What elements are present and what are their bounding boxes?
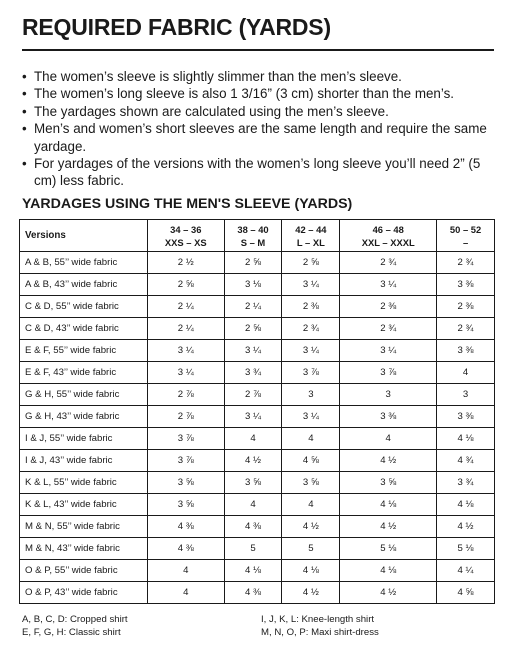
version-cell: A & B, 55’’ wide fabric bbox=[20, 252, 148, 274]
yardage-table bbox=[19, 219, 495, 604]
yardage-cell: 5 ⅛ bbox=[340, 538, 437, 560]
yardage-cell: 3 ⅝ bbox=[148, 494, 225, 516]
table-row bbox=[20, 362, 495, 384]
yardage-cell: 2 ⅝ bbox=[224, 318, 282, 340]
table-row bbox=[20, 428, 495, 450]
note-item: • For yardages of the versions with the women’s long sleeve you’ll need 2” (5 cm) less fabric. bbox=[22, 155, 500, 190]
note-item: • The women’s sleeve is slightly slimmer than the men’s sleeve. bbox=[22, 68, 500, 85]
title-underline bbox=[22, 49, 494, 51]
note-item: • The women’s long sleeve is also 1 3/16” (3 cm) shorter than the men’s. bbox=[22, 85, 500, 102]
size-header bbox=[282, 220, 340, 252]
version-cell: K & L, 43’’ wide fabric bbox=[20, 494, 148, 516]
yardage-cell: 3 ⅜ bbox=[437, 406, 495, 428]
yardage-cell: 2 ⅝ bbox=[224, 252, 282, 274]
yardage-cell: 4 ⅜ bbox=[148, 516, 225, 538]
yardage-cell: 3 ⅝ bbox=[340, 472, 437, 494]
yardage-cell: 5 ⅛ bbox=[437, 538, 495, 560]
version-cell: A & B, 43’’ wide fabric bbox=[20, 274, 148, 296]
yardage-cell: 4 ⅝ bbox=[437, 582, 495, 604]
version-cell: G & H, 43’’ wide fabric bbox=[20, 406, 148, 428]
yardage-cell: 3 ¼ bbox=[282, 406, 340, 428]
size-header bbox=[437, 220, 495, 252]
version-cell: M & N, 43’’ wide fabric bbox=[20, 538, 148, 560]
version-cell: E & F, 55’’ wide fabric bbox=[20, 340, 148, 362]
yardage-cell: 5 bbox=[224, 538, 282, 560]
yardage-cell: 5 bbox=[282, 538, 340, 560]
yardage-cell: 2 ¾ bbox=[437, 252, 495, 274]
page-title: REQUIRED FABRIC (YARDS) bbox=[22, 14, 331, 40]
yardage-cell: 3 ⅜ bbox=[437, 274, 495, 296]
version-cell: C & D, 43’’ wide fabric bbox=[20, 318, 148, 340]
yardage-cell: 2 ⅜ bbox=[340, 296, 437, 318]
yardage-cell: 2 ⅝ bbox=[148, 274, 225, 296]
table-row bbox=[20, 384, 495, 406]
size-letters: XXS – XS bbox=[164, 236, 207, 248]
yardage-cell: 2 ¼ bbox=[148, 296, 225, 318]
table-header-row bbox=[20, 220, 495, 252]
yardage-cell: 4 ¾ bbox=[437, 450, 495, 472]
yardage-cell: 3 ⅝ bbox=[282, 472, 340, 494]
yardage-cell: 3 ⅛ bbox=[224, 274, 282, 296]
table-row bbox=[20, 560, 495, 582]
yardage-cell: 4 ⅛ bbox=[437, 494, 495, 516]
table-title: YARDAGES USING THE MEN'S SLEEVE (YARDS) bbox=[22, 196, 353, 212]
yardage-cell: 4 ⅜ bbox=[148, 538, 225, 560]
yardage-cell: 4 ⅛ bbox=[340, 494, 437, 516]
version-cell: K & L, 55’’ wide fabric bbox=[20, 472, 148, 494]
yardage-cell: 3 ⅜ bbox=[340, 406, 437, 428]
yardage-cell: 2 ¼ bbox=[224, 296, 282, 318]
legend-left bbox=[22, 614, 128, 639]
yardage-cell: 3 ⅞ bbox=[148, 450, 225, 472]
notes-list bbox=[22, 68, 500, 190]
version-cell: M & N, 55’’ wide fabric bbox=[20, 516, 148, 538]
size-header bbox=[148, 220, 225, 252]
yardage-cell: 3 ¼ bbox=[224, 406, 282, 428]
size-letters: – bbox=[462, 236, 469, 248]
yardage-cell: 4 ½ bbox=[224, 450, 282, 472]
yardage-cell: 3 ¼ bbox=[282, 274, 340, 296]
table-row bbox=[20, 318, 495, 340]
legend-item: M, N, O, P: Maxi shirt-dress bbox=[261, 626, 379, 638]
table-row bbox=[20, 296, 495, 318]
table-row bbox=[20, 538, 495, 560]
yardage-cell: 2 ¾ bbox=[340, 252, 437, 274]
yardage-cell: 3 bbox=[437, 384, 495, 406]
yardage-cell: 3 ⅝ bbox=[148, 472, 225, 494]
version-cell: C & D, 55’’ wide fabric bbox=[20, 296, 148, 318]
note-item: • Men’s and women’s short sleeves are the same length and require the same yardage. bbox=[22, 120, 500, 155]
legend-right bbox=[261, 614, 379, 639]
yardage-cell: 4 ½ bbox=[340, 582, 437, 604]
version-cell: G & H, 55’’ wide fabric bbox=[20, 384, 148, 406]
yardage-cell: 4 bbox=[224, 428, 282, 450]
size-range: 34 – 36 bbox=[170, 223, 202, 235]
yardage-cell: 4 ½ bbox=[282, 582, 340, 604]
yardage-cell: 2 ⅝ bbox=[282, 252, 340, 274]
yardage-cell: 2 ⅞ bbox=[148, 406, 225, 428]
size-letters: L – XL bbox=[296, 236, 325, 248]
table-row bbox=[20, 340, 495, 362]
yardage-cell: 3 ⅞ bbox=[282, 362, 340, 384]
yardage-cell: 4 ⅜ bbox=[224, 516, 282, 538]
yardage-cell: 2 ⅞ bbox=[148, 384, 225, 406]
size-range: 46 – 48 bbox=[372, 223, 404, 235]
table-row bbox=[20, 450, 495, 472]
note-item: • The yardages shown are calculated using the men’s sleeve. bbox=[22, 103, 500, 120]
yardage-cell: 4 ½ bbox=[340, 450, 437, 472]
yardage-cell: 3 ¼ bbox=[148, 340, 225, 362]
size-range: 42 – 44 bbox=[295, 223, 327, 235]
yardage-cell: 3 ¼ bbox=[340, 274, 437, 296]
yardage-cell: 4 ⅛ bbox=[224, 560, 282, 582]
versions-header: Versions bbox=[20, 220, 148, 252]
table-row bbox=[20, 274, 495, 296]
yardage-cell: 4 bbox=[148, 582, 225, 604]
yardage-cell: 2 ⅜ bbox=[437, 296, 495, 318]
yardage-cell: 4 ¼ bbox=[437, 560, 495, 582]
yardage-cell: 2 ½ bbox=[148, 252, 225, 274]
table-row bbox=[20, 406, 495, 428]
yardage-cell: 4 ⅛ bbox=[340, 560, 437, 582]
yardage-cell: 4 bbox=[224, 494, 282, 516]
yardage-cell: 3 bbox=[282, 384, 340, 406]
table-row bbox=[20, 516, 495, 538]
yardage-cell: 2 ¾ bbox=[282, 318, 340, 340]
yardage-cell: 2 ¾ bbox=[437, 318, 495, 340]
yardage-cell: 4 bbox=[340, 428, 437, 450]
yardage-cell: 4 bbox=[282, 428, 340, 450]
legend-item: I, J, K, L: Knee-length shirt bbox=[261, 614, 375, 625]
yardage-cell: 4 ½ bbox=[437, 516, 495, 538]
yardage-cell: 4 ⅛ bbox=[282, 560, 340, 582]
yardage-cell: 4 bbox=[148, 560, 225, 582]
table-row bbox=[20, 472, 495, 494]
yardage-cell: 3 ¼ bbox=[224, 340, 282, 362]
version-cell: I & J, 55’’ wide fabric bbox=[20, 428, 148, 450]
size-header bbox=[340, 220, 437, 252]
yardage-cell: 3 ¾ bbox=[224, 362, 282, 384]
yardage-cell: 3 ¾ bbox=[437, 472, 495, 494]
version-cell: O & P, 43’’ wide fabric bbox=[20, 582, 148, 604]
size-range: 38 – 40 bbox=[237, 223, 269, 235]
yardage-cell: 3 ¼ bbox=[148, 362, 225, 384]
yardage-cell: 3 ¼ bbox=[282, 340, 340, 362]
yardage-cell: 3 ¼ bbox=[340, 340, 437, 362]
yardage-cell: 4 ⅛ bbox=[437, 428, 495, 450]
yardage-cell: 4 ⅝ bbox=[282, 450, 340, 472]
table-row bbox=[20, 252, 495, 274]
table-row bbox=[20, 494, 495, 516]
legend-item: A, B, C, D: Cropped shirt bbox=[22, 614, 128, 625]
yardage-cell: 2 ¾ bbox=[340, 318, 437, 340]
size-range: 50 – 52 bbox=[449, 223, 482, 235]
version-cell: I & J, 43’’ wide fabric bbox=[20, 450, 148, 472]
yardage-cell: 2 ¼ bbox=[148, 318, 225, 340]
yardage-cell: 3 ⅞ bbox=[340, 362, 437, 384]
yardage-cell: 4 ⅜ bbox=[224, 582, 282, 604]
yardage-cell: 3 ⅞ bbox=[148, 428, 225, 450]
version-cell: O & P, 55’’ wide fabric bbox=[20, 560, 148, 582]
yardage-cell: 4 ½ bbox=[340, 516, 437, 538]
yardage-cell: 3 bbox=[340, 384, 437, 406]
legend-item: E, F, G, H: Classic shirt bbox=[22, 626, 121, 638]
yardage-cell: 2 ⅜ bbox=[282, 296, 340, 318]
table-row bbox=[20, 582, 495, 604]
yardage-cell: 4 bbox=[437, 362, 495, 384]
size-letters: XXL – XXXL bbox=[361, 236, 415, 248]
version-cell: E & F, 43’’ wide fabric bbox=[20, 362, 148, 384]
yardage-cell: 3 ⅝ bbox=[224, 472, 282, 494]
yardage-cell: 2 ⅞ bbox=[224, 384, 282, 406]
size-header bbox=[224, 220, 282, 252]
size-letters: S – M bbox=[240, 236, 266, 248]
yardage-cell: 3 ⅜ bbox=[437, 340, 495, 362]
yardage-cell: 4 bbox=[282, 494, 340, 516]
yardage-cell: 4 ½ bbox=[282, 516, 340, 538]
